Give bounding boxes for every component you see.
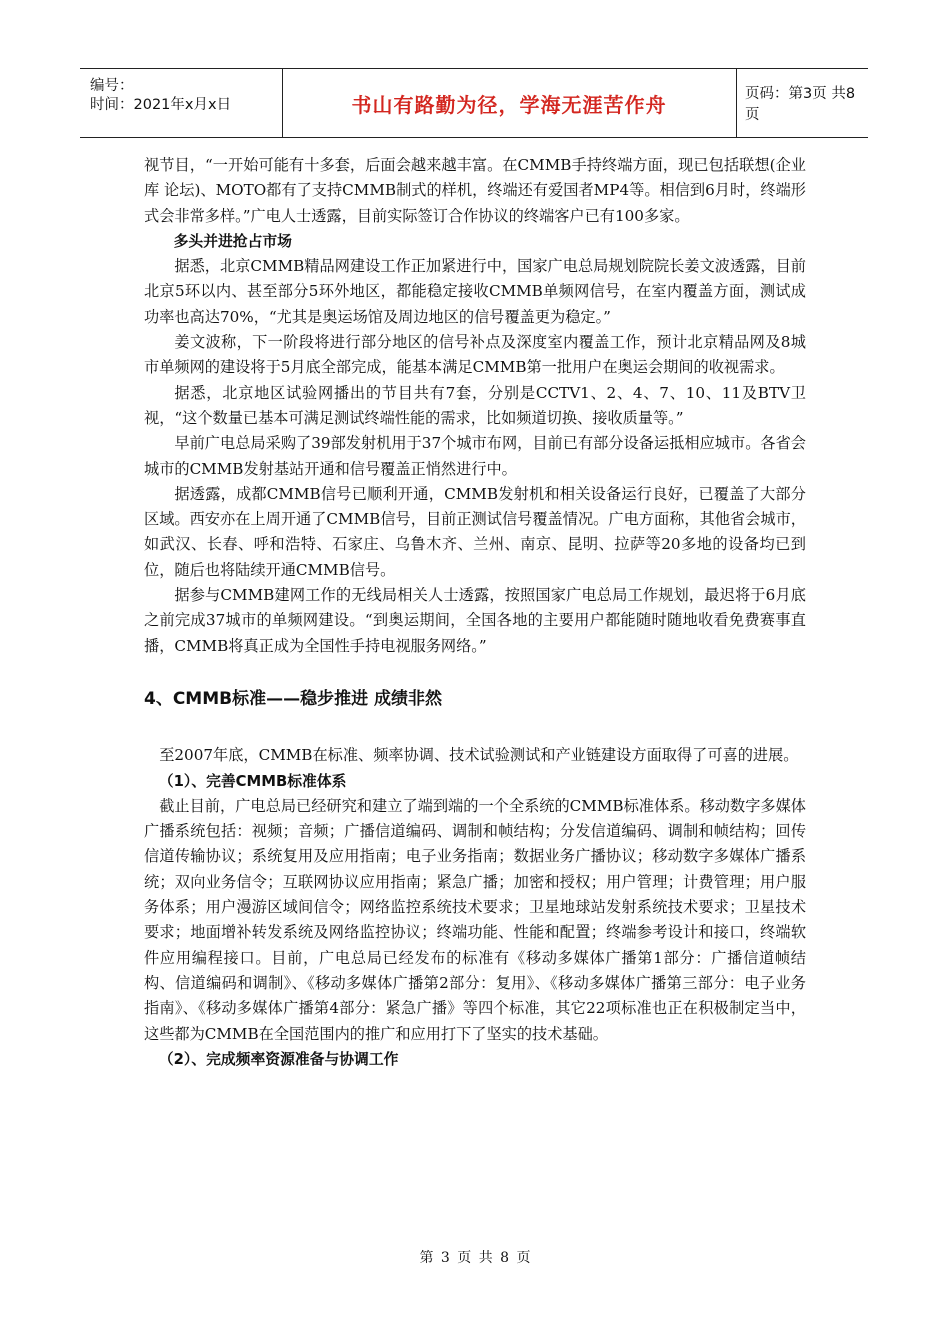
paragraph: 至2007年底，CMMB在标准、频率协调、技术试验测试和产业链建设方面取得了可喜的进展。: [159, 746, 799, 765]
header-motto-cell: [283, 69, 735, 137]
paragraph: 据悉，北京地区试验网播出的节目共有7套，分别是CCTV1、2、4、7、10、11及BTV卫视，“这个数量已基本可满足测试终端性能的需求，比如频道切换、接收质量等。”: [144, 383, 806, 427]
header-page-number: 页码：第3页 共8页: [745, 86, 856, 123]
page-footer: 第 3 页 共 8 页: [419, 1250, 531, 1266]
document-date-label: 时间：2021年x月x日: [90, 97, 232, 113]
paragraph: 截止目前，广电总局已经研究和建立了端到端的一个全系统的CMMB标准体系。移动数字多媒体广播系统包括：视频；音频；广播信道编码、调制和帧结构；分发信道编码、调制和帧结构；回传信道传输协议；系统复用及应用指南；电子业务指南；数据业务广播协议；移动数字多媒体广播系统；双向业务信令；互联网协议应用指南；紧急广播；加密和授权；用户管理；计费管理；用户服务体系；用户漫游区域间信令；网络监控系统技术要求；卫星地球站发射系统技术要求；卫星技术要求；地面增补转发系统及网络监控协议；终端功能、性能和配置；终端参考设计和接口，终端软件应用编程接口。目前，广电总局已经发布的标准有《移动多媒体广播第1部分：广播信道帧结构、信道编码和调制》、《移动多媒体广播第2部分：复用》、《移动多媒体广播第三部分：电子业务指南》、《移动多媒体广播第4部分：紧急广播》等四个标准，其它22项标准也正在积极制定当中，这些都为CMMB在全国范围内的推广和应用打下了坚实的技术基础。: [144, 796, 806, 1043]
paragraph: 早前广电总局采购了39部发射机用于37个城市布网，目前已有部分设备运抵相应城市。各省会城市的CMMB发射基站开通和信号覆盖正悄然进行中。: [144, 434, 806, 478]
section-subheading: 多头并进抢占市场: [173, 232, 292, 250]
paragraph: 据透露，成都CMMB信号已顺利开通，CMMB发射机和相关设备运行良好，已覆盖了大部分区域。西安亦在上周开通了CMMB信号，目前正测试信号覆盖情况。广电方面称，其他省会城市，如武汉、长春、呼和浩特、石家庄、乌鲁木齐、兰州、南京、昆明、拉萨等20多地的设备均已到位，随后也将陆续开通CMMB信号。: [144, 484, 806, 579]
section-subheading: （2）、完成频率资源准备与协调工作: [158, 1050, 399, 1068]
header-page-cell: [737, 69, 868, 137]
header-table: [80, 68, 868, 138]
document-number-label: 编号：: [90, 78, 134, 94]
paragraph: 视节目，“一开始可能有十多套，后面会越来越丰富。在CMMB手持终端方面，现已包括联想(企业库 论坛)、MOTO都有了支持CMMB制式的样机，终端还有爱国者MP4等。相信到6月时，终端形式会非常多样。”广电人士透露，目前实际签订合作协议的终端客户已有100多家。: [144, 156, 806, 225]
paragraph: 据悉，北京CMMB精品网建设工作正加紧进行中，国家广电总局规划院院长姜文波透露，目前北京5环以内、甚至部分5环外地区，都能稳定接收CMMB单频网信号，在室内覆盖方面，测试成功率也高达70%，“尤其是奥运场馆及周边地区的信号覆盖更为稳定。”: [144, 257, 806, 326]
document-body: [144, 153, 806, 1072]
paragraph: 姜文波称，下一阶段将进行部分地区的信号补点及深度室内覆盖工作，预计北京精品网及8城市单频网的建设将于5月底全部完成，能基本满足CMMB第一批用户在奥运会期间的收视需求。: [144, 333, 806, 377]
header-meta-cell: [80, 69, 280, 137]
header-motto: 书山有路勤为径，学海无涯苦作舟: [351, 92, 667, 117]
section-heading: 4、CMMB标准——稳步推进 成绩非然: [144, 688, 443, 709]
section-subheading: （1）、完善CMMB标准体系: [158, 772, 347, 790]
paragraph: 据参与CMMB建网工作的无线局相关人士透露，按照国家广电总局工作规划，最迟将于6月底之前完成37城市的单频网建设。“到奥运期间，全国各地的主要用户都能随时随地收看免费赛事直播，CMMB将真正成为全国性手持电视服务网络。”: [144, 586, 806, 655]
